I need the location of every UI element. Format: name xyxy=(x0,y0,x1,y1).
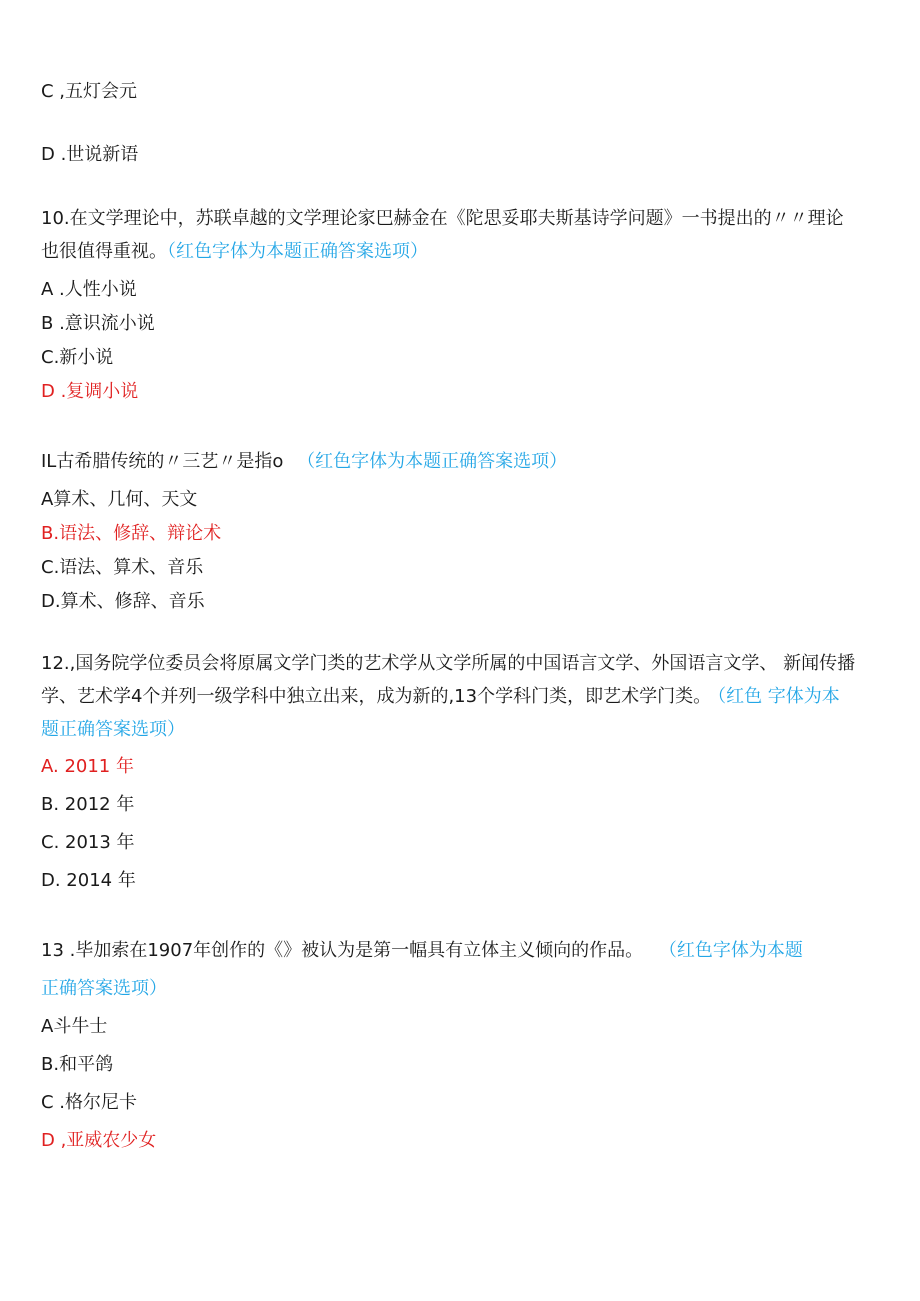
q12-hint-part2: 题正确答案选项） xyxy=(41,719,185,740)
q12-option-a-correct: A. 2011 年 xyxy=(41,756,134,777)
q13-option-b: B.和平鸽 xyxy=(41,1054,114,1075)
q11-option-c: C.语法、算术、音乐 xyxy=(41,557,204,578)
q10-question-text: 也很值得重视。 xyxy=(41,241,167,262)
q10-question-line2 xyxy=(41,240,428,263)
q10-option-b: B .意识流小说 xyxy=(41,313,155,334)
q12-option-d: D. 2014 年 xyxy=(41,870,136,891)
q11-option-d: D.算术、修辞、音乐 xyxy=(41,591,205,612)
q13-question-text: 13 .毕加索在1907年创作的《》被认为是第一幅具有立体主义倾向的作品。 xyxy=(41,940,644,961)
q9-option-c: C ,五灯会元 xyxy=(41,81,138,102)
q10-hint: （红色字体为本题正确答案选项） xyxy=(167,241,428,262)
q10-question-line1: 10.在文学理论中，苏联卓越的文学理论家巴赫金在《陀思妥耶夫斯基诗学问题》一书提出的〃〃理论 xyxy=(41,208,844,229)
q13-option-a: A斗牛士 xyxy=(41,1016,108,1037)
q12-option-b: B. 2012 年 xyxy=(41,794,135,815)
q12-option-c: C. 2013 年 xyxy=(41,832,135,853)
q11-option-a: A算术、几何、天文 xyxy=(41,489,198,510)
q11-option-b-correct: B.语法、修辞、辩论术 xyxy=(41,523,222,544)
q12-question-text: 学、艺术学4个并列一级学科中独立出来，成为新的,13个学科门类，即艺术学门类。 xyxy=(41,686,712,707)
q13-option-c: C .格尔尼卡 xyxy=(41,1092,138,1113)
q10-option-c: C.新小说 xyxy=(41,347,114,368)
q13-question-line1 xyxy=(41,939,803,962)
q10-option-a: A .人性小说 xyxy=(41,279,137,300)
q11-question-text: IL古希腊传统的〃三艺〃是指o xyxy=(41,451,284,472)
q13-hint-part1: （红色字体为本题 xyxy=(658,940,803,961)
q12-hint-part1: （红色 字体为本 xyxy=(717,686,840,707)
q12-question-line2 xyxy=(41,685,840,708)
q9-option-d: D .世说新语 xyxy=(41,144,139,165)
q11-question-line xyxy=(41,450,567,473)
q13-option-d-correct: D ,亚威农少女 xyxy=(41,1130,157,1151)
q10-option-d-correct: D .复调小说 xyxy=(41,381,139,402)
q12-question-line1: 12.,国务院学位委员会将原属文学门类的艺术学从文学所属的中国语言文学、外国语言文学、 新闻传播 xyxy=(41,653,856,674)
q11-hint: （红色字体为本题正确答案选项） xyxy=(297,451,568,472)
q13-hint-part2: 正确答案选项） xyxy=(41,978,167,999)
